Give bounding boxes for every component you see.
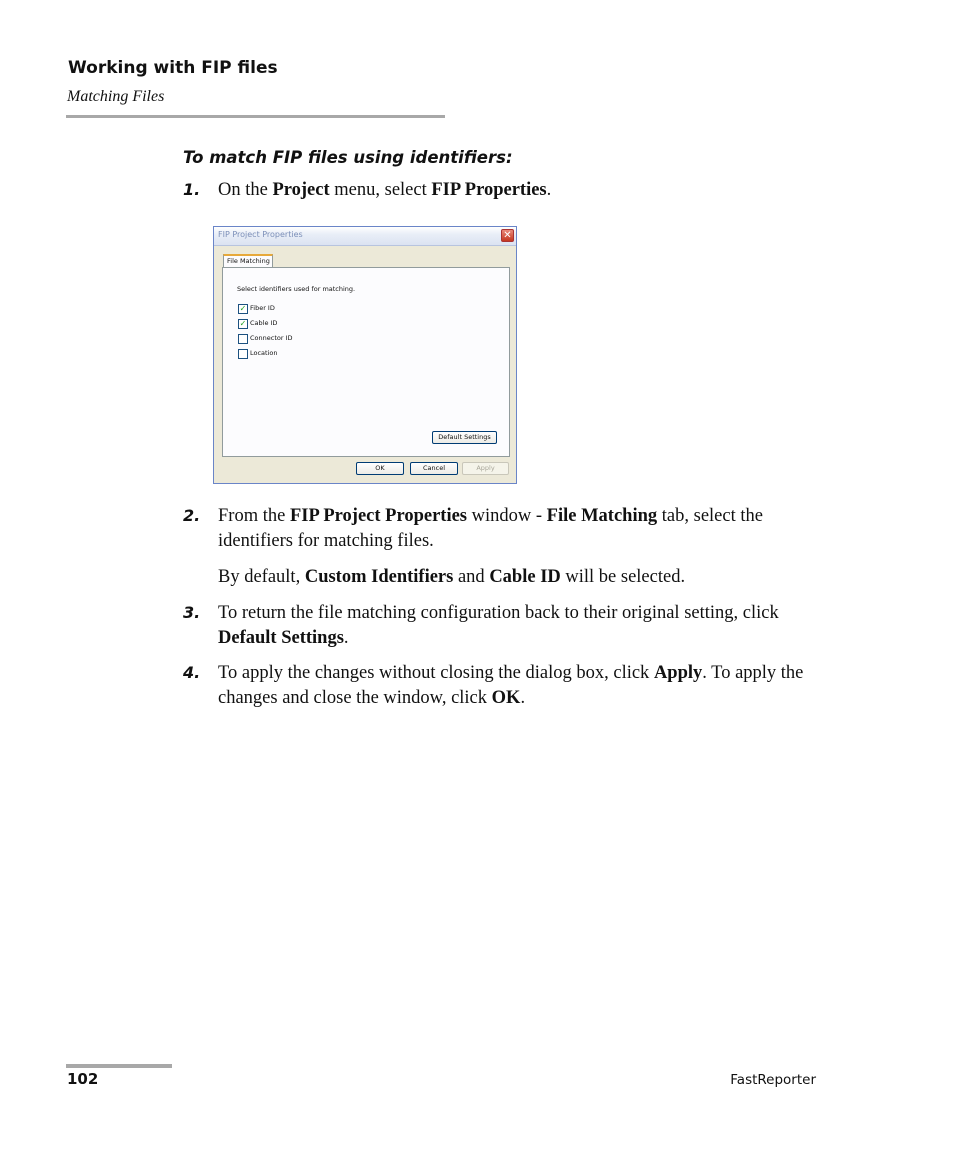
step-number: 1. xyxy=(183,180,201,199)
text-run: . xyxy=(343,627,349,648)
ui-term: FIP Properties xyxy=(431,180,547,200)
step-number: 3. xyxy=(183,603,201,622)
checkbox-checked[interactable]: ✓ xyxy=(239,319,247,328)
text-run: By default, xyxy=(218,567,305,587)
step-text xyxy=(218,178,818,203)
header-divider xyxy=(66,115,445,118)
cancel-button[interactable]: Cancel xyxy=(410,462,458,475)
text-run: . To apply the changes and close the window, click xyxy=(218,663,804,708)
text-run: From the xyxy=(218,506,290,526)
step-note xyxy=(218,565,818,590)
text-run: and xyxy=(453,567,490,587)
ui-term: Default Settings xyxy=(218,627,344,648)
text-run: will be selected. xyxy=(560,567,686,587)
checkbox-unchecked[interactable] xyxy=(238,349,248,359)
checkbox-label: Fiber ID xyxy=(250,304,275,312)
product-name: FastReporter xyxy=(730,1072,816,1088)
procedure-title: To match FIP files using identifiers: xyxy=(183,148,513,167)
ui-term: Apply xyxy=(653,663,703,683)
ui-term: Project xyxy=(272,180,330,200)
page-number: 102 xyxy=(67,1070,99,1088)
text-run: menu, select xyxy=(329,180,432,200)
text-run: . xyxy=(520,687,526,708)
step-text xyxy=(218,504,818,553)
step-text xyxy=(218,601,818,650)
panel-label: Select identifiers used for matching. xyxy=(237,285,356,293)
step-number: 2. xyxy=(183,506,201,525)
checkbox-checked[interactable]: ✓ xyxy=(239,304,247,313)
checkbox-label: Location xyxy=(250,349,278,357)
ui-term: File Matching xyxy=(546,506,658,526)
ok-button[interactable]: OK xyxy=(356,462,404,475)
text-run: tab, select the identifiers for matching files. xyxy=(218,506,763,551)
ui-term: FIP Project Properties xyxy=(289,506,468,526)
apply-button: Apply xyxy=(462,462,509,475)
checkbox-label: Cable ID xyxy=(250,319,278,327)
checkbox-unchecked[interactable] xyxy=(238,334,248,344)
ui-term: Custom Identifiers xyxy=(304,567,454,587)
text-run: On the xyxy=(218,180,273,200)
ui-term: OK xyxy=(491,687,521,708)
text-run: To return the file matching configuration back to their original setting, click xyxy=(218,603,779,623)
text-run: To apply the changes without closing the dialog box, click xyxy=(218,663,654,683)
text-run: window - xyxy=(467,506,547,526)
fip-project-properties-dialog xyxy=(213,226,517,484)
ui-term: Cable ID xyxy=(489,567,561,587)
file-matching-panel xyxy=(222,267,510,457)
text-run: . xyxy=(546,180,552,200)
footer-divider xyxy=(66,1064,172,1068)
checkbox-label: Connector ID xyxy=(250,334,293,342)
running-header-subtitle: Matching Files xyxy=(67,88,165,105)
tab-file-matching[interactable]: File Matching xyxy=(223,254,273,267)
dialog-title: FIP Project Properties xyxy=(218,230,303,239)
running-header-title: Working with FIP files xyxy=(68,58,278,78)
close-icon[interactable]: ✕ xyxy=(501,229,514,242)
dialog-titlebar xyxy=(214,227,516,246)
default-settings-button[interactable]: Default Settings xyxy=(432,431,497,444)
step-number: 4. xyxy=(183,663,201,682)
step-text xyxy=(218,661,818,710)
